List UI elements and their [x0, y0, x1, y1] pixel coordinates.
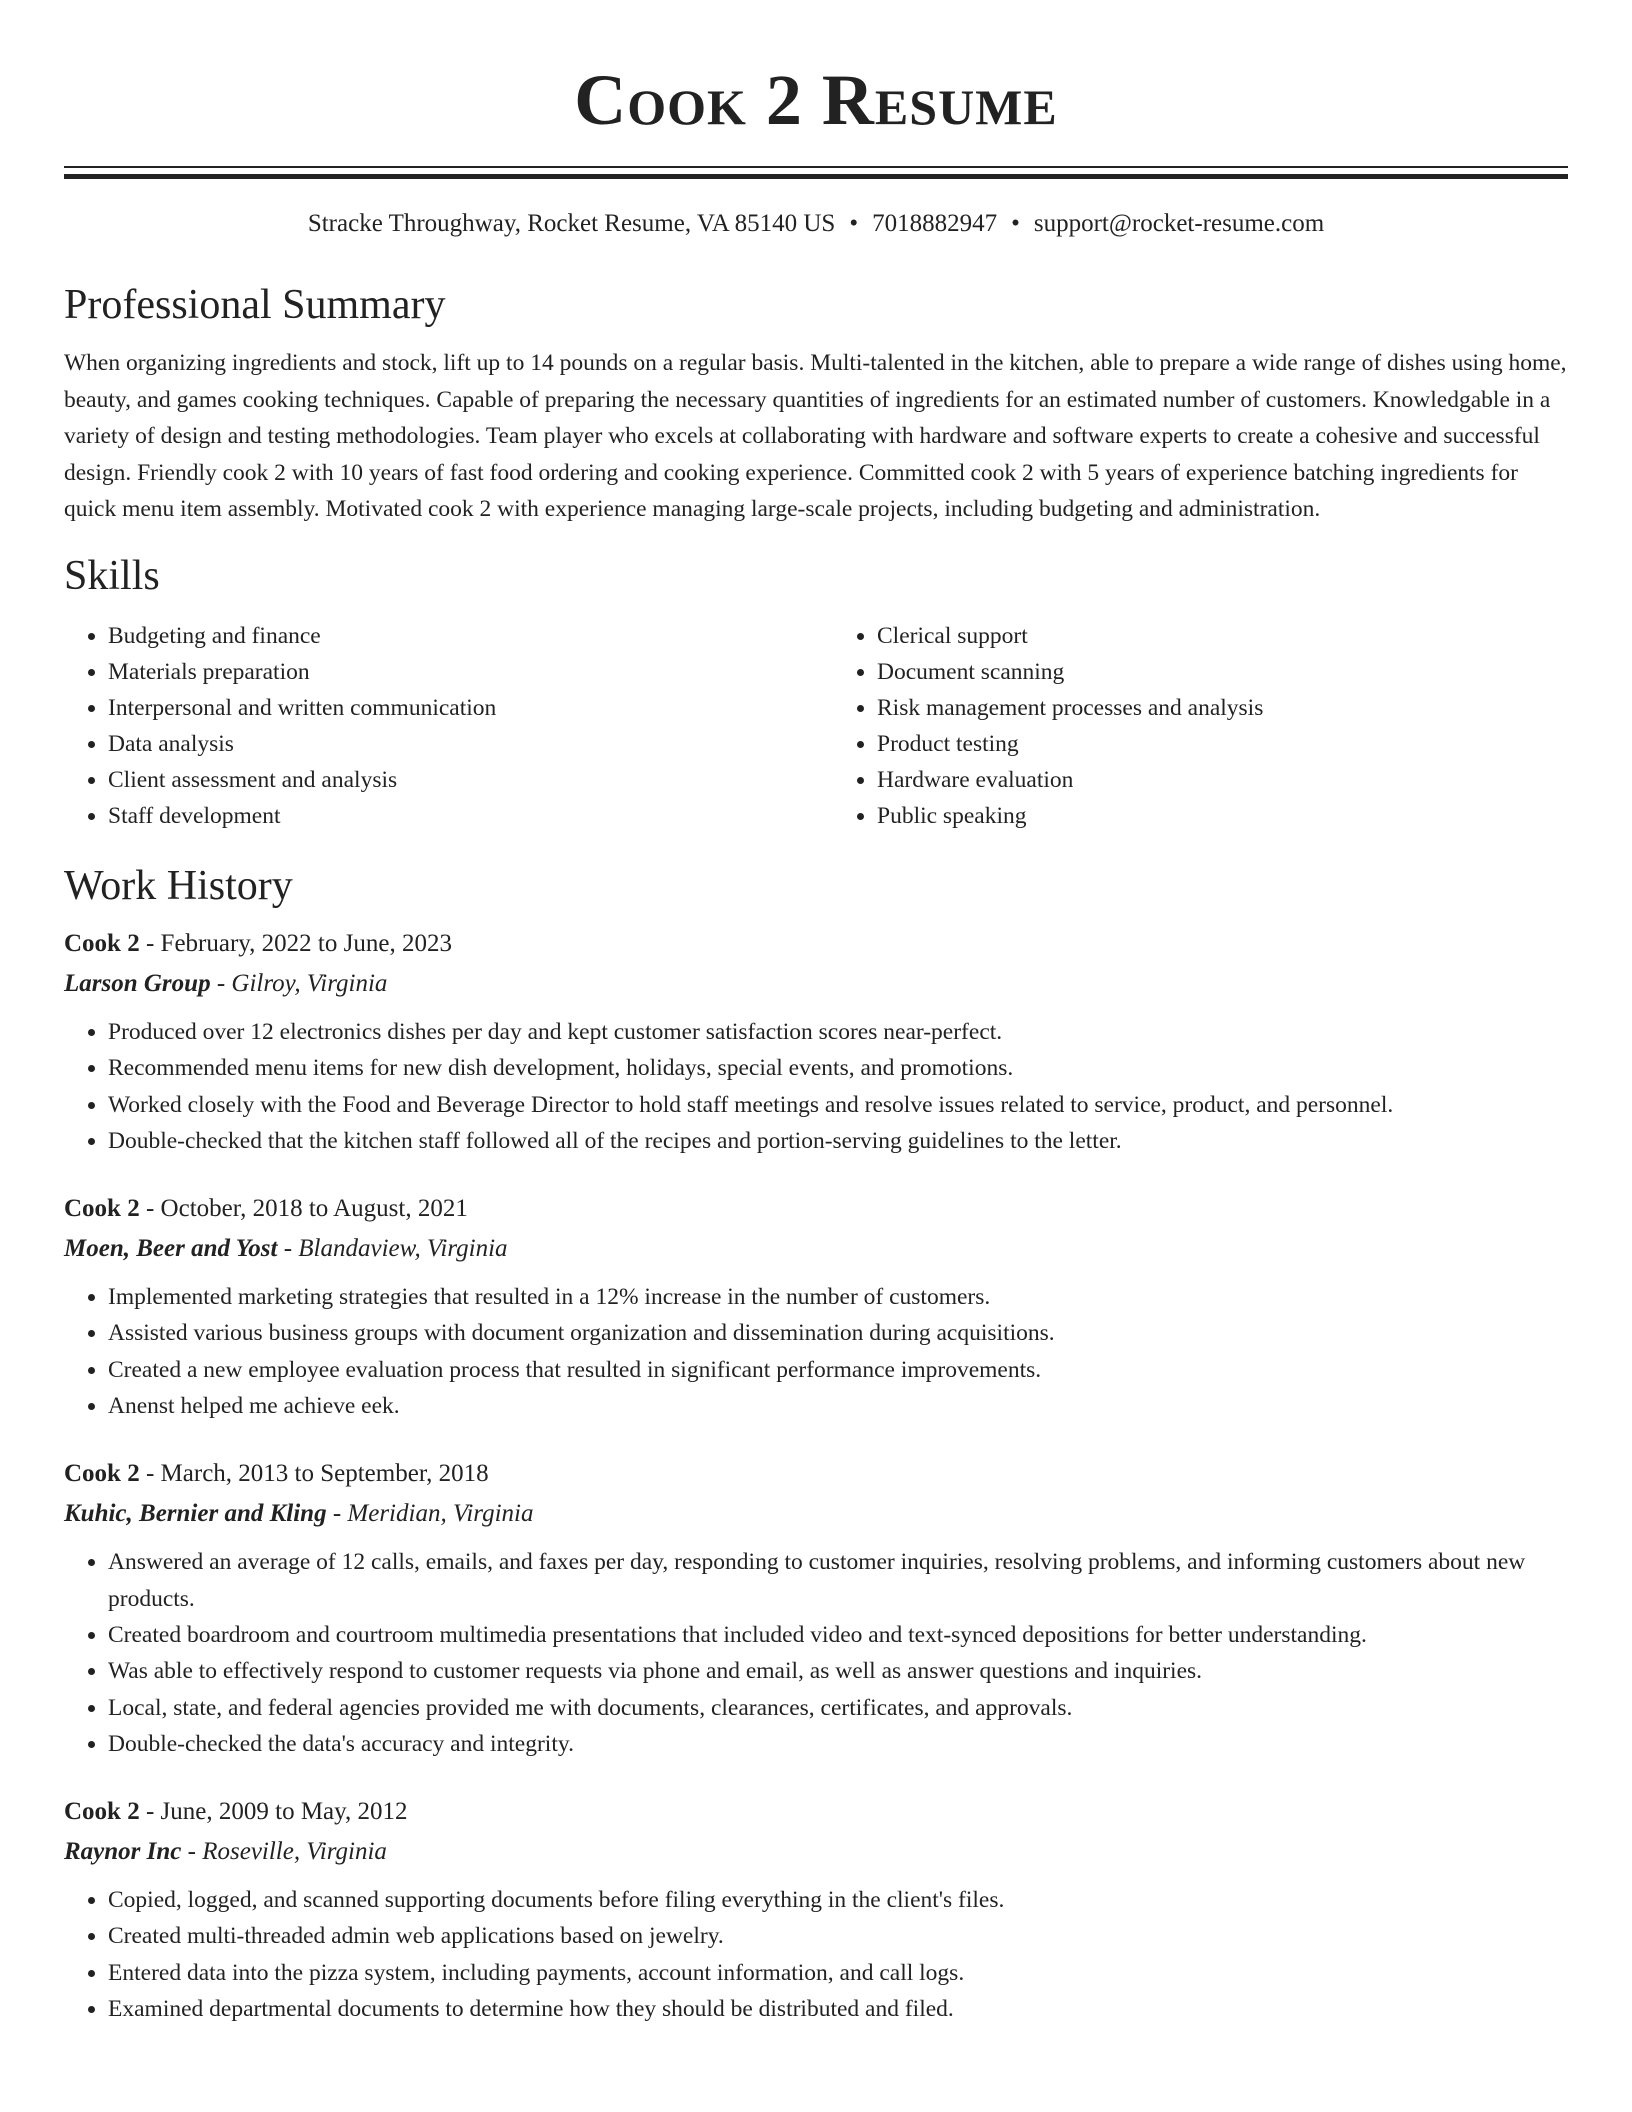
job-title: Cook 2 — [64, 929, 140, 957]
job-bullet: • Answered an average of 12 calls, emails, and faxes per day, responding to customer inquiries, resolving problems, and informing customers about new products. — [108, 1544, 1568, 1617]
contact-separator: • — [849, 210, 859, 237]
job-bullet: • Recommended menu items for new dish development, holidays, special events, and promotions. — [108, 1050, 1568, 1086]
skills-column-right — [799, 618, 1568, 834]
skill-item: • Clerical support — [877, 618, 1568, 654]
job-title-line: Cook 2 - October, 2018 to August, 2021 — [64, 1195, 468, 1223]
job-title-line: Cook 2 - February, 2022 to June, 2023 — [64, 929, 452, 957]
job-title: Cook 2 — [64, 1195, 140, 1223]
job-dates: June, 2009 to May, 2012 — [160, 1798, 408, 1826]
skill-item: • Document scanning — [877, 654, 1568, 690]
job-bullet: • Created a new employee evaluation process that resulted in significant performance improvements. — [108, 1352, 1568, 1388]
skills-list — [64, 618, 1568, 834]
contact-address: Stracke Throughway, Rocket Resume, VA 85140 US — [307, 210, 836, 237]
job-dates: October, 2018 to August, 2021 — [160, 1195, 468, 1223]
job-bullets — [64, 1544, 1568, 1762]
job-company: Larson Group — [64, 969, 211, 997]
job-bullet: • Was able to effectively respond to customer requests via phone and email, as well as answer questions and inquiries. — [108, 1653, 1568, 1689]
job-bullet: • Created boardroom and courtroom multimedia presentations that included video and text-synced depositions for better understanding. — [108, 1617, 1568, 1653]
job-title-line: Cook 2 - March, 2013 to September, 2018 — [64, 1460, 489, 1488]
skill-item: • Public speaking — [877, 798, 1568, 834]
job-entry — [64, 924, 1568, 1159]
job-bullet: • Examined departmental documents to determine how they should be distributed and filed. — [108, 1991, 1568, 2027]
job-bullets — [64, 1279, 1568, 1424]
skill-item: • Product testing — [877, 726, 1568, 762]
job-company-line: Larson Group - Gilroy, Virginia — [64, 969, 388, 997]
job-bullet: • Double-checked that the kitchen staff followed all of the recipes and portion-serving guidelines to the letter. — [108, 1123, 1568, 1159]
job-location: Meridian, Virginia — [347, 1500, 534, 1528]
job-bullet: • Copied, logged, and scanned supporting documents before filing everything in the client's files. — [108, 1882, 1568, 1918]
resume-page — [64, 0, 1568, 2027]
job-company-line: Raynor Inc - Roseville, Virginia — [64, 1838, 387, 1866]
job-bullets — [64, 1882, 1568, 2027]
job-bullet: • Worked closely with the Food and Beverage Director to hold staff meetings and resolve issues related to service, product, and personnel. — [108, 1087, 1568, 1123]
contact-separator: • — [1011, 210, 1020, 237]
job-company-line: Kuhic, Bernier and Kling - Meridian, Virginia — [64, 1500, 534, 1528]
skill-item: • Risk management processes and analysis — [877, 690, 1568, 726]
resume-title: Cook 2 Resume — [574, 60, 1058, 140]
job-bullet: • Entered data into the pizza system, including payments, account information, and call logs. — [108, 1955, 1568, 1991]
skills-heading: Skills — [64, 552, 160, 599]
job-location: Gilroy, Virginia — [231, 969, 388, 997]
job-location: Blandaview, Virginia — [298, 1235, 508, 1263]
job-title: Cook 2 — [64, 1798, 140, 1826]
job-bullet: • Local, state, and federal agencies provided me with documents, clearances, certificates, and approvals. — [108, 1690, 1568, 1726]
skills-column-left — [64, 618, 799, 834]
job-entry — [64, 1792, 1568, 2027]
job-bullet: • Anenst helped me achieve eek. — [108, 1388, 1568, 1424]
skill-item: • Staff development — [108, 798, 799, 834]
job-bullets — [64, 1014, 1568, 1159]
job-dates: February, 2022 to June, 2023 — [160, 929, 452, 957]
job-bullet: • Produced over 12 electronics dishes per day and kept customer satisfaction scores near-perfect. — [108, 1014, 1568, 1050]
contact-email: support@rocket-resume.com — [1033, 210, 1325, 237]
job-entry — [64, 1189, 1568, 1424]
job-bullet: • Assisted various business groups with document organization and dissemination during acquisitions. — [108, 1315, 1568, 1351]
job-bullet: • Created multi-threaded admin web applications based on jewelry. — [108, 1918, 1568, 1954]
job-bullet: • Implemented marketing strategies that resulted in a 12% increase in the number of customers. — [108, 1279, 1568, 1315]
contact-phone: 7018882947 — [872, 210, 998, 237]
skill-item: • Client assessment and analysis — [108, 762, 799, 798]
skill-item: • Materials preparation — [108, 654, 799, 690]
summary-text: When organizing ingredients and stock, lift up to 14 pounds on a regular basis. Multi-talented in the kitchen, able to prepare a wide range of dishes using home, beauty, and games cooking techniques. Capable of preparing the necessary quantities of ingredients for an estimated number of customers. Knowledgable in a variety of design and testing methodologies. Team player who excels at collaborating with hardware and software experts to create a cohesive and successful design. Friendly cook 2 with 10 years of fast food ordering and cooking experience. Committed cook 2 with 5 years of experience batching ingredients for quick menu item assembly. Motivated cook 2 with experience managing large-scale projects, including budgeting and administration. — [64, 350, 1567, 523]
job-company: Raynor Inc — [64, 1838, 182, 1866]
job-company: Moen, Beer and Yost — [64, 1235, 278, 1263]
work-history-heading: Work History — [64, 862, 293, 909]
job-company-line: Moen, Beer and Yost - Blandaview, Virginia — [64, 1235, 508, 1263]
job-entry — [64, 1454, 1568, 1762]
job-title-line: Cook 2 - June, 2009 to May, 2012 — [64, 1798, 408, 1826]
job-dates: March, 2013 to September, 2018 — [160, 1460, 489, 1488]
contact-line — [64, 207, 1568, 241]
job-location: Roseville, Virginia — [202, 1838, 387, 1866]
title-rule-thick — [64, 174, 1568, 179]
skill-item: • Interpersonal and written communication — [108, 690, 799, 726]
title-rule-thin — [64, 166, 1568, 168]
job-company: Kuhic, Bernier and Kling — [64, 1500, 327, 1528]
job-title: Cook 2 — [64, 1460, 140, 1488]
skill-item: • Hardware evaluation — [877, 762, 1568, 798]
summary-heading: Professional Summary — [64, 282, 446, 328]
skill-item: • Data analysis — [108, 726, 799, 762]
job-bullet: • Double-checked the data's accuracy and integrity. — [108, 1726, 1568, 1762]
skill-item: • Budgeting and finance — [108, 618, 799, 654]
